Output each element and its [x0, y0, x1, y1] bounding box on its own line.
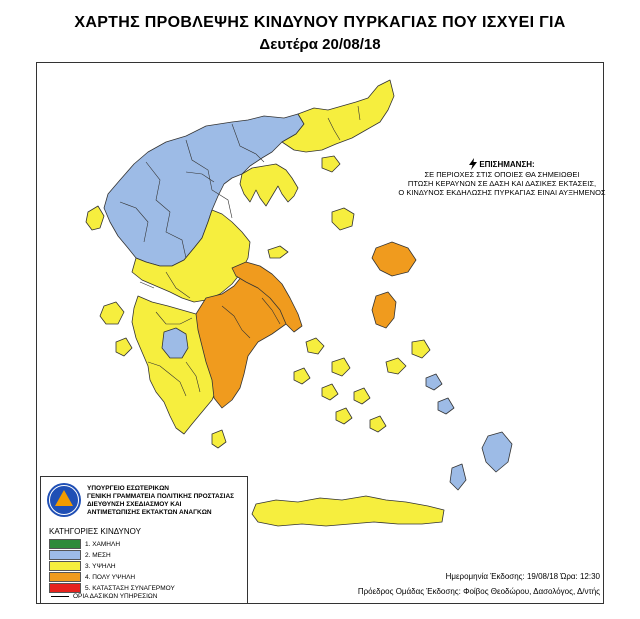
border-legend [51, 593, 157, 600]
notice-line-2: ΠΤΩΣΗ ΚΕΡΑΥΝΩΝ ΣΕ ΔΑΣΗ ΚΑΙ ΔΑΣΙΚΕΣ ΕΚΤΑΣΕΙΣ, [407, 179, 597, 188]
category-medium [49, 550, 175, 560]
island-cyclades-g-high [370, 416, 386, 432]
island-samos-high [412, 340, 430, 358]
organization-name [87, 485, 234, 517]
notice-heading-row [392, 158, 612, 170]
island-thasos-high [322, 156, 340, 172]
island-kythira-high [212, 430, 226, 448]
category-very-high [49, 572, 175, 582]
categories-title: ΚΑΤΗΓΟΡΙΕΣ ΚΙΝΔΥΝΟΥ [49, 527, 141, 536]
lightning-icon [469, 158, 477, 170]
org-line-1: ΥΠΟΥΡΓΕΙΟ ΕΣΩΤΕΡΙΚΩΝ [87, 485, 169, 492]
region-chalkidiki-high [240, 164, 298, 206]
border-line-sample [51, 596, 69, 597]
swatch-emergency [49, 583, 81, 593]
island-crete-high [252, 496, 444, 526]
category-high-label: 3. ΥΨΗΛΗ [85, 562, 116, 570]
legend-box [40, 476, 248, 604]
swatch-medium [49, 550, 81, 560]
island-lesvos-veryhigh [372, 242, 416, 276]
region-arcadia-medium [162, 328, 188, 358]
island-zakynthos-high [116, 338, 132, 356]
swatch-high [49, 561, 81, 571]
island-sporades-high [268, 246, 288, 258]
island-cyclades-f-high [336, 408, 352, 424]
issue-date: Ημερομηνία Έκδοσης: 19/08/18 Ώρα: 12:30 [445, 572, 600, 581]
category-emergency-label: 5. ΚΑΤΑΣΤΑΣΗ ΣΥΝΑΓΕΡΜΟΥ [85, 584, 175, 592]
notice-line-1: ΣΕ ΠΕΡΙΟΧΕΣ ΣΤΙΣ ΟΠΟΙΕΣ ΘΑ ΣΗΜΕΙΩΘΕΙ [424, 170, 580, 179]
org-line-3: ΔΙΕΥΘΥΝΣΗ ΣΧΕΔΙΑΣΜΟΥ ΚΑΙ [87, 501, 182, 508]
category-emergency [49, 583, 175, 593]
island-cyclades-a-high [306, 338, 324, 354]
map-title: ΧΑΡΤΗΣ ΠΡΟΒΛΕΨΗΣ ΚΙΝΔΥΝΟΥ ΠΥΡΚΑΓΙΑΣ ΠΟΥ ΙΣΧΥΕΙ ΓΙΑ [74, 14, 566, 31]
org-line-2: ΓΕΝΙΚΗ ΓΡΑΜΜΑΤΕΙΑ ΠΟΛΙΤΙΚΗΣ ΠΡΟΣΤΑΣΙΑΣ [87, 493, 235, 500]
swatch-low [49, 539, 81, 549]
island-cyclades-d-high [322, 384, 338, 400]
border-legend-label: ΟΡΙΑ ΔΑΣΙΚΩΝ ΥΠΗΡΕΣΙΩΝ [73, 593, 158, 600]
category-low [49, 539, 175, 549]
island-corfu-high [86, 206, 104, 230]
notice-heading: ΕΠΙΣΗΜΑΝΣΗ: [479, 159, 535, 169]
categories-list [49, 539, 175, 594]
island-karpathos-medium [450, 464, 466, 490]
island-dodecanese-a-medium [426, 374, 442, 390]
logo-triangle [55, 490, 73, 506]
island-cyclades-c-high [294, 368, 310, 384]
island-chios-veryhigh [372, 292, 396, 328]
map-date: Δευτέρα 20/08/18 [259, 36, 381, 53]
region-thrace-high [282, 80, 394, 152]
org-line-4: ΑΝΤΙΜΕΤΩΠΙΣΗΣ ΕΚΤΑΚΤΩΝ ΑΝΑΓΚΩΝ [87, 509, 212, 516]
category-very-high-label: 4. ΠΟΛΥ ΥΨΗΛΗ [85, 573, 136, 581]
civil-protection-logo [47, 483, 81, 517]
issuer-name: Πρόεδρος Ομάδας Έκδοσης: Φοίβος Θεοδώρου, Δασολόγος, Δ/ντής [357, 587, 600, 596]
island-limnos-high [332, 208, 354, 230]
island-kefalonia-high [100, 302, 124, 324]
notice-line-3: Ο ΚΙΝΔΥΝΟΣ ΕΚΔΗΛΩΣΗΣ ΠΥΡΚΑΓΙΑΣ ΕΙΝΑΙ ΑΥΞΗΜΕΝΟΣ [398, 188, 606, 197]
category-medium-label: 2. ΜΕΣΗ [85, 551, 111, 559]
island-ikaria-high [386, 358, 406, 374]
island-cyclades-e-high [354, 388, 370, 404]
lightning-notice [392, 158, 612, 197]
island-rhodes-medium [482, 432, 512, 472]
island-dodecanese-b-medium [438, 398, 454, 414]
island-cyclades-b-high [332, 358, 350, 376]
category-high [49, 561, 175, 571]
category-low-label: 1. ΧΑΜΗΛΗ [85, 540, 121, 548]
swatch-very-high [49, 572, 81, 582]
